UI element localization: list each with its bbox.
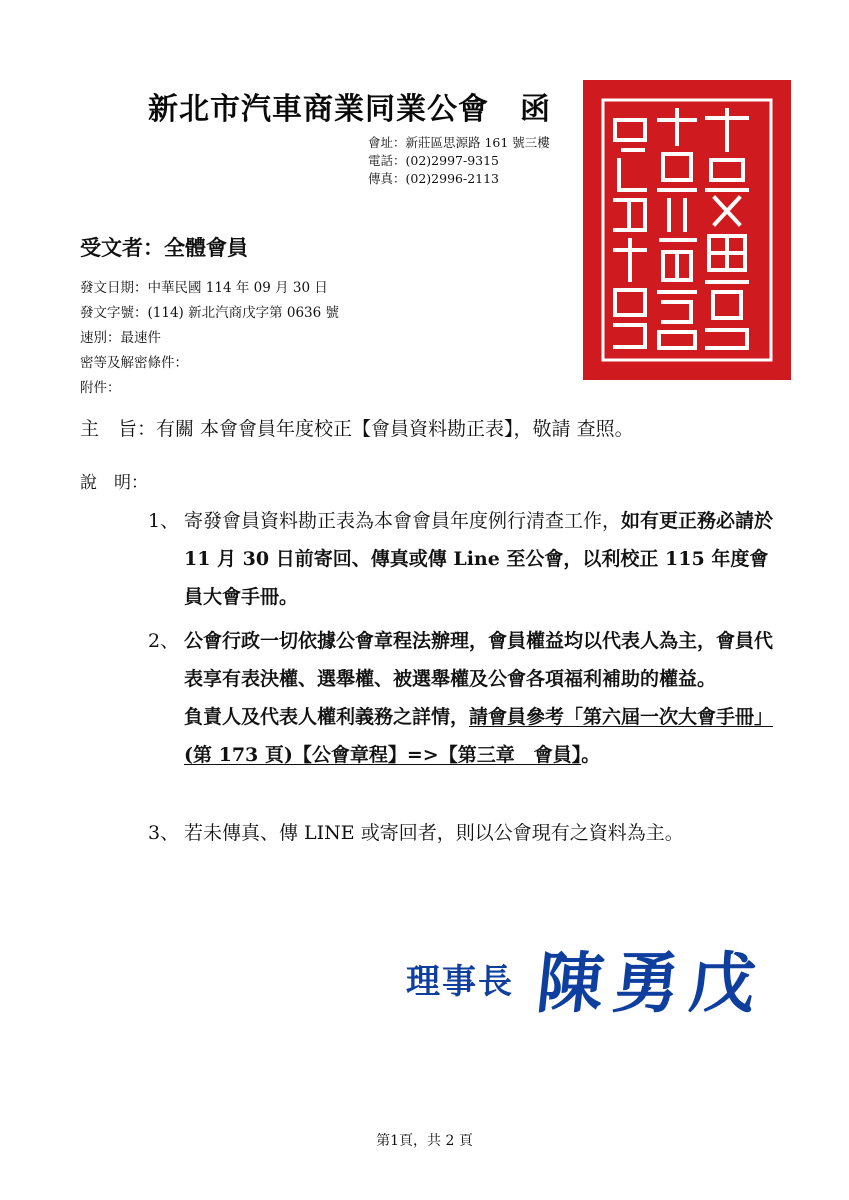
signature-title: 理事長 [406,962,514,1002]
recipient-line: 受文者：全體會員 [80,235,248,260]
item-number: 3、 [148,822,180,844]
item-text-bold: 如有更正務必請於 11 月 30 日前寄回、傳真或傳 Line 至公會，以利校正 115 年度會員大會手冊。 [184,510,774,608]
signature-name: 陳勇戊 [533,945,770,1022]
item-details-lead: 負責人及代表人權利義務之詳情， [184,706,470,728]
explanation-item-2 [148,622,774,774]
item-number: 2、 [148,630,180,652]
address-line: 會址：新莊區思源路 161 號三樓 [368,135,550,150]
item-text-normal: 寄發會員資料勘正表為本會會員年度例行清查工作， [184,510,622,532]
delivery-speed: 速別：最速件 [80,330,161,346]
page-footer: 第1頁，共 2 頁 [376,1133,473,1149]
item-details-end: 。 [581,744,601,766]
handbook-reference: 請會員參考「第六屆一次大會手冊」(第 173 頁)【公會章程】=>【第三章 會員】 [184,706,774,766]
secrecy-level: 密等及解密條件： [80,355,188,371]
issue-date: 發文日期：中華民國 114 年 09 月 30 日 [80,280,328,296]
letterhead-title: 新北市汽車商業同業公會 函 [148,92,551,127]
subject-line: 主 旨：有關 本會會員年度校正【會員資料勘正表】，敬請 查照。 [80,418,634,440]
explanation-label: 說 明： [80,473,148,493]
phone-line: 電話：(02)2997-9315 [368,153,500,168]
fax-line: 傳真：(02)2996-2113 [368,171,500,186]
document-metadata [80,276,339,401]
attachments: 附件： [80,380,121,396]
item-text [148,502,774,616]
item-text [148,622,774,774]
document-number: 發文字號：(114) 新北汽商戊字第 0636 號 [80,305,340,321]
item-text-bold: 公會行政一切依據公會章程法辦理，會員權益均以代表人為主，會員代表享有表決權、選舉權、被選舉權及公會各項福利補助的權益。 [184,630,774,690]
item-text: 若未傳真、傳 LINE 或寄回者，則以公會現有之資料為主。 [184,822,684,844]
official-seal-stamp [583,80,791,380]
explanation-item-1 [148,502,774,616]
contact-block [368,134,550,188]
seal-glyph-pattern [583,80,791,380]
item-number: 1、 [148,510,180,532]
chairman-signature [406,928,770,1022]
explanation-item-3 [148,814,774,852]
